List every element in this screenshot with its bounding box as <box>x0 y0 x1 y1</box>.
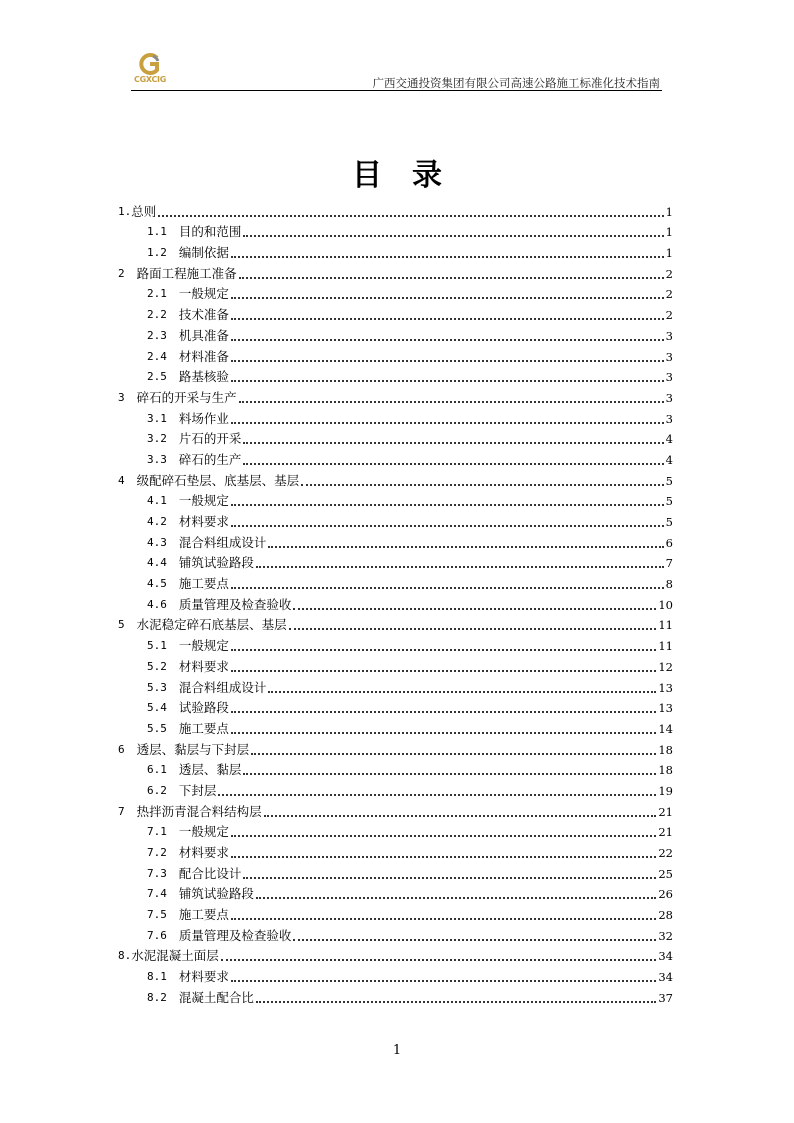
toc-dot-leader <box>301 483 664 486</box>
toc-entry[interactable] <box>118 488 673 509</box>
toc-dot-leader <box>256 565 664 568</box>
toc-dot-leader <box>289 627 657 630</box>
toc-dot-leader <box>221 958 657 961</box>
toc-entry-page: 21 <box>658 804 673 819</box>
toc-entry[interactable] <box>118 467 673 488</box>
toc-entry-label: 目的和范围 <box>178 224 242 240</box>
toc-dot-leader <box>231 979 656 982</box>
toc-entry[interactable] <box>118 446 673 467</box>
toc-dot-leader <box>239 276 664 279</box>
toc-entry-page: 34 <box>658 970 673 985</box>
toc-entry-page: 6 <box>665 535 673 550</box>
toc-entry-number: 5.2 <box>147 659 167 673</box>
toc-entry[interactable] <box>118 219 673 240</box>
toc-entry-page: 11 <box>658 618 673 633</box>
toc-entry-number: 2.1 <box>147 287 167 301</box>
toc-entry-page: 18 <box>658 763 673 778</box>
toc-entry-page: 3 <box>665 349 673 364</box>
toc-entry-page: 21 <box>658 825 673 840</box>
toc-entry[interactable] <box>118 239 673 260</box>
toc-entry[interactable] <box>118 757 673 778</box>
toc-entry-label: 材料要求 <box>178 969 229 985</box>
toc-entry-number: 4.2 <box>147 515 167 528</box>
toc-entry-label: 编制依据 <box>178 245 229 261</box>
toc-entry-page: 13 <box>658 680 673 695</box>
toc-entry-number: 8. <box>118 949 132 963</box>
toc-entry-label: 路面工程施工准备 <box>136 265 237 281</box>
toc-entry[interactable] <box>118 508 673 529</box>
toc-entry-number: 3 <box>118 390 125 404</box>
toc-entry-page: 11 <box>658 639 673 654</box>
toc-entry-page: 10 <box>658 597 673 612</box>
header-title: 广西交通投资集团有限公司高速公路施工标准化技术指南 <box>372 76 660 90</box>
toc-entry-page: 5 <box>665 494 673 509</box>
toc-entry-number: 6 <box>118 742 125 756</box>
toc-entry-page: 3 <box>665 370 673 385</box>
toc-entry-label: 路基核验 <box>178 369 229 385</box>
toc-entry-number: 2.3 <box>147 328 167 342</box>
toc-entry-number: 4.4 <box>147 556 167 570</box>
toc-entry-number: 7.3 <box>147 866 167 880</box>
toc-entry-label: 下封层 <box>178 782 217 798</box>
toc-entry-number: 1.2 <box>147 246 167 260</box>
toc-entry-number: 5.4 <box>147 701 167 715</box>
toc-dot-leader <box>243 441 663 444</box>
toc-entry[interactable] <box>118 632 673 653</box>
toc-entry[interactable] <box>118 301 673 322</box>
toc-entry-label: 铺筑试验路段 <box>178 886 254 902</box>
toc-entry-number: 2 <box>118 266 125 280</box>
toc-entry-label: 碎石的生产 <box>178 451 242 467</box>
toc-entry[interactable] <box>118 281 673 302</box>
toc-entry-number: 8.1 <box>147 970 167 984</box>
toc-entry-page: 4 <box>665 452 673 467</box>
toc-entry-label: 一般规定 <box>178 638 229 654</box>
toc-entry-page: 26 <box>658 887 673 902</box>
toc-entry[interactable] <box>118 426 673 447</box>
toc-entry-number: 5 <box>118 618 125 632</box>
toc-dot-leader <box>231 648 656 651</box>
toc-entry[interactable] <box>118 570 673 591</box>
toc-dot-leader <box>243 234 663 237</box>
toc-entry-number: 3.3 <box>147 452 167 466</box>
page-number: 1 <box>392 1043 402 1058</box>
toc-entry-label: 施工要点 <box>178 907 229 923</box>
toc-entry-label: 配合比设计 <box>178 865 242 881</box>
toc-entry[interactable] <box>118 612 673 633</box>
toc-entry-number: 4.1 <box>147 494 167 508</box>
toc-entry[interactable] <box>118 653 673 674</box>
toc-entry-number: 7.6 <box>147 928 167 942</box>
toc-dot-leader <box>256 1000 656 1003</box>
toc-entry[interactable] <box>118 881 673 902</box>
toc-entry-number: 3.2 <box>147 432 167 446</box>
toc-entry-number: 6.2 <box>147 783 167 797</box>
toc-dot-leader <box>231 503 664 506</box>
toc-dot-leader <box>231 669 656 672</box>
toc-dot-leader <box>231 296 664 299</box>
toc-entry-number: 5.3 <box>147 680 167 694</box>
toc-dot-leader <box>243 772 656 775</box>
toc-entry[interactable] <box>118 715 673 736</box>
toc-entry-number: 7.5 <box>147 908 167 922</box>
toc-entry-page: 2 <box>665 308 673 323</box>
toc-dot-leader <box>218 793 656 796</box>
toc-entry-label: 材料要求 <box>178 514 229 529</box>
toc-entry-label: 材料要求 <box>178 845 229 860</box>
toc-entry-label: 混合料组成设计 <box>178 534 267 550</box>
header-divider <box>131 90 662 91</box>
toc-entry-label: 片石的开采 <box>178 431 242 447</box>
toc-entry-label: 材料要求 <box>178 658 229 674</box>
toc-dot-leader <box>231 255 664 258</box>
toc-entry-number: 3.1 <box>147 411 167 425</box>
toc-entry-label: 碎石的开采与生产 <box>136 389 237 405</box>
toc-entry[interactable] <box>118 260 673 281</box>
toc-entry-page: 3 <box>665 411 673 426</box>
toc-entry[interactable] <box>118 674 673 695</box>
toc-entry[interactable] <box>118 922 673 943</box>
toc-entry-label: 透层、黏层 <box>178 762 242 778</box>
toc-entry-label: 级配碎石垫层、底基层、基层 <box>136 472 300 488</box>
company-logo <box>131 52 169 84</box>
toc-entry-label: 机具准备 <box>178 327 229 343</box>
toc-entry[interactable] <box>118 550 673 571</box>
toc-entry[interactable] <box>118 860 673 881</box>
toc-dot-leader <box>231 710 656 713</box>
toc-entry[interactable] <box>118 343 673 364</box>
toc-entry-label: 质量管理及检查验收 <box>178 927 292 943</box>
toc-entry[interactable] <box>118 736 673 757</box>
toc-entry-label: 铺筑试验路段 <box>178 555 254 571</box>
toc-dot-leader <box>243 462 663 465</box>
table-of-contents <box>118 198 673 1005</box>
toc-dot-leader <box>293 938 656 941</box>
toc-entry-page: 5 <box>665 473 673 488</box>
toc-entry-page: 37 <box>658 990 673 1005</box>
toc-entry-page: 4 <box>665 432 673 447</box>
toc-entry-number: 5.5 <box>147 721 167 735</box>
toc-dot-leader <box>231 917 656 920</box>
toc-dot-leader <box>268 690 656 693</box>
toc-entry-page: 14 <box>658 721 673 736</box>
toc-entry-number: 2.2 <box>147 308 167 322</box>
toc-entry-label: 技术准备 <box>178 307 229 323</box>
toc-dot-leader <box>243 876 656 879</box>
toc-entry[interactable] <box>118 384 673 405</box>
toc-entry-page: 28 <box>658 908 673 923</box>
toc-entry[interactable] <box>118 901 673 922</box>
toc-entry[interactable] <box>118 529 673 550</box>
toc-entry-label: 水泥稳定碎石底基层、基层 <box>136 617 287 633</box>
toc-dot-leader <box>231 586 664 589</box>
toc-entry-label: 热拌沥青混合料结构层 <box>136 803 262 819</box>
toc-entry-number: 4.6 <box>147 597 167 611</box>
toc-entry[interactable] <box>118 819 673 840</box>
toc-entry-page: 1 <box>665 225 673 240</box>
toc-entry-number: 4 <box>118 473 125 487</box>
toc-entry-page: 25 <box>658 866 673 881</box>
toc-dot-leader <box>231 524 664 527</box>
toc-entry-page: 5 <box>665 515 673 529</box>
toc-entry-page: 13 <box>658 701 673 716</box>
toc-entry-number: 4.5 <box>147 577 167 591</box>
toc-dot-leader <box>256 896 656 899</box>
toc-dot-leader <box>231 359 664 362</box>
toc-entry-number: 7.2 <box>147 846 167 859</box>
toc-entry-number: 7.4 <box>147 887 167 901</box>
toc-dot-leader <box>231 855 656 858</box>
toc-entry-label: 一般规定 <box>178 493 229 509</box>
toc-entry-label: 混合料组成设计 <box>178 679 267 695</box>
toc-entry-page: 1 <box>665 204 673 219</box>
toc-entry-number: 4.3 <box>147 535 167 549</box>
toc-entry-page: 1 <box>665 246 673 261</box>
toc-entry-page: 34 <box>658 949 673 964</box>
toc-entry-label: 混凝土配合比 <box>178 989 254 1005</box>
toc-entry[interactable] <box>118 798 673 819</box>
toc-entry-number: 1.1 <box>147 225 167 239</box>
logo-mark-icon <box>131 52 169 76</box>
toc-entry-number: 1. <box>118 204 132 218</box>
toc-entry-page: 2 <box>665 287 673 302</box>
toc-entry-page: 7 <box>665 556 673 571</box>
toc-entry-label: 料场作业 <box>178 410 229 426</box>
toc-dot-leader <box>231 338 664 341</box>
toc-entry-number: 6.1 <box>147 763 167 777</box>
toc-entry[interactable] <box>118 405 673 426</box>
toc-entry-page: 2 <box>665 266 673 281</box>
toc-entry-page: 3 <box>665 328 673 343</box>
toc-dot-leader <box>264 814 657 817</box>
toc-entry-label: 质量管理及检查验收 <box>178 596 292 612</box>
toc-entry-number: 2.4 <box>147 349 167 363</box>
toc-entry[interactable] <box>118 984 673 1005</box>
toc-entry-label: 施工要点 <box>178 720 229 736</box>
toc-entry-page: 18 <box>658 742 673 757</box>
toc-dot-leader <box>268 545 663 548</box>
toc-entry-number: 7.1 <box>147 825 167 839</box>
toc-dot-leader <box>239 400 664 403</box>
toc-dot-leader <box>231 379 664 382</box>
toc-entry-page: 19 <box>658 783 673 798</box>
toc-entry-number: 5.1 <box>147 639 167 653</box>
toc-entry-label: 总则 <box>131 203 157 219</box>
toc-entry[interactable] <box>118 591 673 612</box>
toc-dot-leader <box>251 752 656 755</box>
toc-entry-label: 水泥混凝土面层 <box>131 948 219 964</box>
logo-text: CGXCIG <box>134 75 166 84</box>
toc-entry[interactable] <box>118 322 673 343</box>
toc-entry-label: 材料准备 <box>178 348 229 364</box>
toc-entry-label: 一般规定 <box>178 286 229 302</box>
toc-dot-leader <box>231 317 664 320</box>
page-title: 目录 <box>352 158 472 193</box>
toc-entry-page: 8 <box>665 577 673 592</box>
toc-entry-number: 8.2 <box>147 990 167 1004</box>
toc-entry[interactable] <box>118 364 673 385</box>
toc-entry-number: 2.5 <box>147 370 167 384</box>
toc-entry[interactable] <box>118 695 673 716</box>
toc-entry-label: 试验路段 <box>178 700 229 716</box>
toc-entry-page: 32 <box>658 928 673 943</box>
toc-dot-leader <box>231 731 656 734</box>
toc-entry-label: 一般规定 <box>178 824 229 840</box>
toc-entry-page: 22 <box>658 846 673 860</box>
toc-dot-leader <box>293 607 656 610</box>
toc-dot-leader <box>231 834 656 837</box>
toc-entry[interactable] <box>118 839 673 860</box>
toc-entry[interactable] <box>118 777 673 798</box>
toc-entry[interactable] <box>118 943 673 964</box>
toc-entry[interactable] <box>118 963 673 984</box>
toc-entry-page: 3 <box>665 390 673 405</box>
toc-entry[interactable] <box>118 198 673 219</box>
toc-entry-page: 12 <box>658 659 673 674</box>
toc-entry-label: 透层、黏层与下封层 <box>136 741 250 757</box>
toc-entry-label: 施工要点 <box>178 576 229 592</box>
toc-dot-leader <box>158 214 663 217</box>
toc-dot-leader <box>231 421 664 424</box>
toc-entry-number: 7 <box>118 804 125 818</box>
